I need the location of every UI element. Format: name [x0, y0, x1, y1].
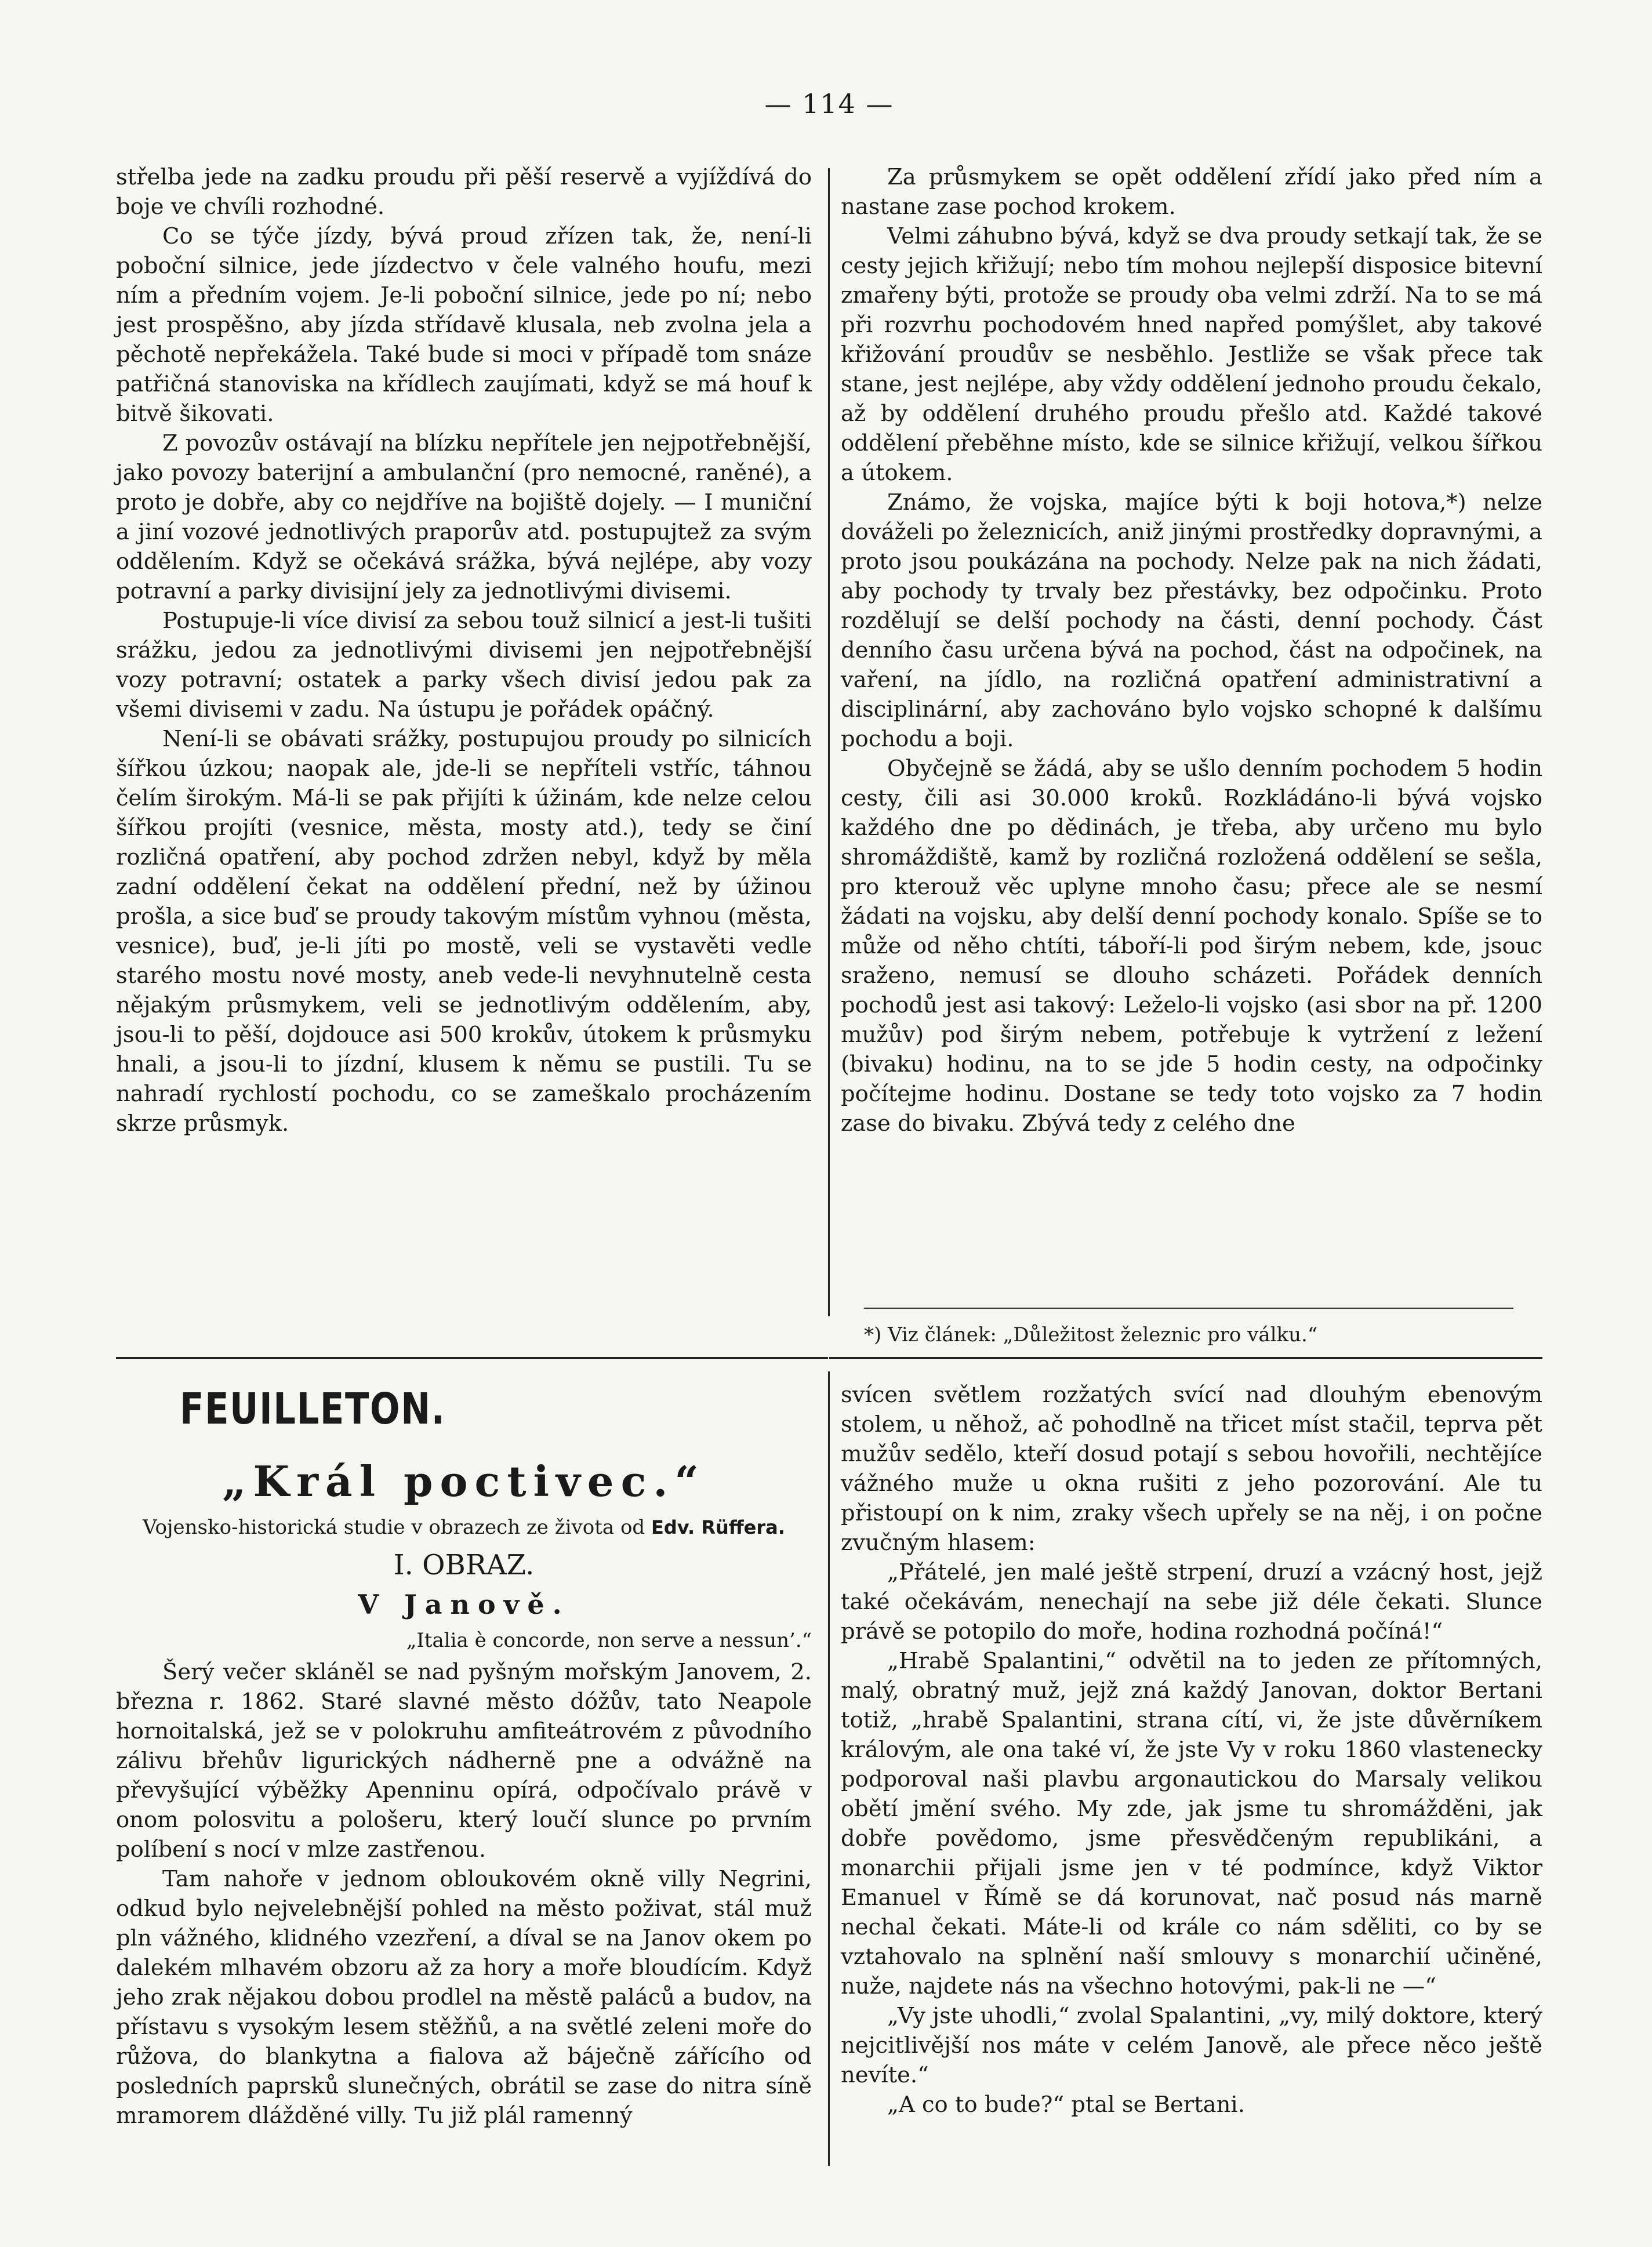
- footnote-rule: [864, 1308, 1513, 1309]
- paragraph: „A co to bude?“ ptal se Bertani.: [887, 2092, 1245, 2118]
- subtitle-text: Vojensko-historická studie v obrazech ze života od: [143, 1516, 645, 1539]
- section-divider: [829, 1357, 1542, 1359]
- page-number: — 114 —: [764, 88, 894, 119]
- paragraph: Tam nahoře v jednom obloukovém okně villy Negrini, odkud bylo nejvelebnější pohled na město poživat, stál muž pln vážného, klidného vzezření, a díval se na Janov okem po dalekém mlhavém obzoru až za hory a moře bloudícím. Když jeho zrak nějakou dobou prodlel na městě paláců a budov, na přístavu s vysokým lesem stěžňů, a na světlé zeleni moře do růžova, do blankytna a fialova až báječně zářícího od posledních paprsků slunečných, obrátil se zase do nitra síně mramorem dlážděné villy. Tu již plál ramenný: [116, 1866, 812, 2129]
- paragraph: Z povozův ostávají na blízku nepřítele jen nejpotřebnější, jako povozy baterijní a ambulanční (pro nemocné, raněné), a proto je dobře, aby co nejdříve na bojiště dojely. — I muniční a jiní vozové jednotlivých praporův atd. postupujtež za svým oddělením. Když se očekává srážka, bývá nejlépe, aby vozy potravní a parky divisijní jely za jednotlivými divisemi.: [116, 430, 812, 604]
- paragraph: Co se týče jízdy, bývá proud zřízen tak, že, není-li poboční silnice, jede jízdectvo v čele valného houfu, mezi ním a předním vojem. Je-li poboční silnice, jede po ní; nebo jest prospěšno, aby jízda střídavě klusala, neb zvolna jela a pěchotě nepřekážela. Také bude si moci v případě tom snáze patřičná stanoviska na křídlech zaujímati, když se má houf k bitvě šikovati.: [116, 223, 812, 427]
- chapter-heading: I. OBRAZ.: [393, 1549, 535, 1581]
- feuilleton-heading: FEUILLETON.: [180, 1384, 446, 1434]
- paragraph: „Hrabě Spalantini,“ odvětil na to jeden ze přítomných, malý, obratný muž, jejž zná každý Janovan, doktor Bertani totiž, „hrabě Spalantini, strana cítí, vi, že jste důvěrníkem královým, ale ona také ví, že jste Vy v roku 1860 vlastenecky podporoval naši plavbu argonautickou do Marsaly velikou obětí jmění svého. My zde, jak jsme tu shromážděni, jak dobře povědomo, jsme přesvědčeným republikáni, a monarchii přijali jsme jen v té podmínce, když Viktor Emanuel v Římě se dá korunovat, nač posud nás marně nechal čekati. Máte-li od krále co nám sděliti, co by se vztahovalo na splnění naší smlouvy s monarchií učiněné, nuže, najdete nás na všechno hotovými, pak-li ne —“: [841, 1648, 1542, 1999]
- column-divider: [828, 1371, 830, 2166]
- section-divider: [116, 1357, 828, 1359]
- paragraph: svícen světlem rozžatých svící nad dlouhým ebenovým stolem, u něhož, ač pohodlně na třicet míst stačil, teprva pět mužův sedělo, kteří dosud potají s sebou hovořili, nechtějíce vážného muže u okna rušiti z jeho pozorování. Ale tu přistoupí on k nim, zraky všech upřely se na něj, i on počne zvučným hlasem:: [841, 1382, 1542, 1556]
- paragraph: „Přátelé, jen malé ještě strpení, druzí a vzácný host, jejž také očekávám, nenechají na sebe již déle čekati. Slunce právě se potopilo do moře, hodina rozhodná počíná!“: [841, 1559, 1542, 1645]
- paragraph: Obyčejně se žádá, aby se ušlo denním pochodem 5 hodin cesty, čili asi 30.000 kroků. Rozkládáno-li bývá vojsko každého dne po dědinách, je třeba, aby určeno mu bylo shromáždiště, kamž by rozličná rozložená oddělení se sešla, pro kterouž věc uplyne mnoho času; přece ale se nesmí žádati na vojsku, aby delší denní pochody konalo. Spíše se to může od něho chtíti, táboří-li pod širým nebem, kde, jsouc sraženo, nemusí se dlouho scházeti. Pořádek denních pochodů jest asi takový: Leželo-li vojsko (asi sbor na př. 1200 mužův) pod širým nebem, potřebuje k vytržení z ležení (bivaku) hodinu, na to se jde 5 hodin cesty, na odpočinky počítejme hodinu. Dostane se tedy toto vojsko za 7 hodin zase do bivaku. Zbývá tedy z celého dne: [841, 756, 1542, 1137]
- paragraph: Postupuje-li více divisí za sebou touž silnicí a jest-li tušiti srážku, jedou za jednotlivými divisemi jen nejpotřebnější vozy potravní; ostatek a parky všech divisí jedou pak za všemi divisemi v zadu. Na ústupu je pořádek opáčný.: [116, 608, 812, 723]
- epigraph: „Italia è concorde, non serve a nessun’.“: [406, 1629, 812, 1652]
- paragraph: Není-li se obávati srážky, postupujou proudy po silnicích šířkou úzkou; naopak ale, jde-li se nepříteli vstříc, táhnou čelím širokým. Má-li se pak přijíti k úžinám, kde nelze celou šířkou projíti (vesnice, města, mosty atd.), tedy se činí rozličná opatření, aby pochod zdržen nebyl, když by měla zadní oddělení čekat na oddělení přední, než by úžinou prošla, a sice buď se proudy takovým místům vyhnou (města, vesnice), buď, je-li jíti po mostě, veli se vystavěti vedle starého mostu nové mosty, aneb vede-li nevyhnutelně cesta nějakým průsmykem, veli se jednotlivým oddělením, aby, jsou-li to pěší, dojdouce asi 500 krokův, útokem k průsmyku hnali, a jsou-li to jízdní, klusem k němu se pustili. Tu se nahradí rychlostí pochodu, co se zameškalo procházením skrze průsmyk.: [116, 726, 812, 1137]
- article-column-right: [841, 162, 1542, 1322]
- author-name: Edv. Rüffera.: [651, 1516, 785, 1538]
- paragraph: Za průsmykem se opět oddělení zřídí jako před ním a nastane zase pochod krokem.: [841, 164, 1542, 220]
- paragraph: Známo, že vojska, majíce býti k boji hotova,*) nelze dováželi po železnicích, aniž jinými prostředky dopravnými, a proto jsou poukázána na pochody. Nelze pak na nich žádati, aby pochody ty trvaly bez přestávky, bez odpočinku. Proto rozdělují se delší pochody na části, denní pochody. Část denního času určena bývá na pochod, část na odpočinek, na vaření, na jídlo, na rozličná opatření administrativní a disciplinární, aby zachováno bylo vojsko schopné k dalšímu pochodu a boji.: [841, 489, 1542, 752]
- footnote: *) Viz článek: „Důležitost železnic pro válku.“: [864, 1323, 1318, 1346]
- article-column-left: [116, 162, 812, 1322]
- paragraph: Velmi záhubno bývá, když se dva proudy setkají tak, že se cesty jejich křižují; nebo tím mohou nejlepší disposice bitevní zmařeny býti, protože se proudy oba velmi zdrží. Na to se má při rozvrhu pochodovém hned napřed pomýšlet, aby takové křižování proudův se nesběhlo. Jestliže se však přece tak stane, jest nejlépe, aby vždy oddělení jednoho proudu čekalo, až by oddělení druhého proudu přešlo atd. Každé takové oddělení přeběhne místo, kde se silnice křižují, velkou šířkou a útokem.: [841, 223, 1542, 486]
- paragraph: střelba jede na zadku proudu při pěší reservě a vyjíždívá do boje ve chvíli rozhodné.: [116, 164, 812, 220]
- feuilleton-column-left: [116, 1380, 812, 2169]
- feuilleton-column-right: [841, 1380, 1542, 2169]
- chapter-title: V Janově.: [358, 1589, 570, 1620]
- story-subtitle: [116, 1513, 812, 1541]
- newspaper-page: [116, 81, 1542, 2169]
- paragraph: „Vy jste uhodli,“ zvolal Spalantini, „vy, milý doktore, který nejcitlivější nos máte v celém Janově, ale přece něco ještě nevíte.“: [841, 2003, 1542, 2088]
- story-title: „Král poctivec.“: [222, 1457, 706, 1506]
- paragraph: Šerý večer skláněl se nad pyšným mořským Janovem, 2. března r. 1862. Staré slavné město dóžův, tato Neapole hornoitalská, jež se v polokruhu amfiteátrovém z původního zálivu břehův ligurických nádherně pne a odvážně na převyšující výběžky Apenninu opírá, odpočívalo právě v onom polosvitu a pološeru, který loučí slunce po prvním políbení s nocí v mlze zastřenou.: [116, 1659, 812, 1863]
- column-divider: [828, 168, 830, 1316]
